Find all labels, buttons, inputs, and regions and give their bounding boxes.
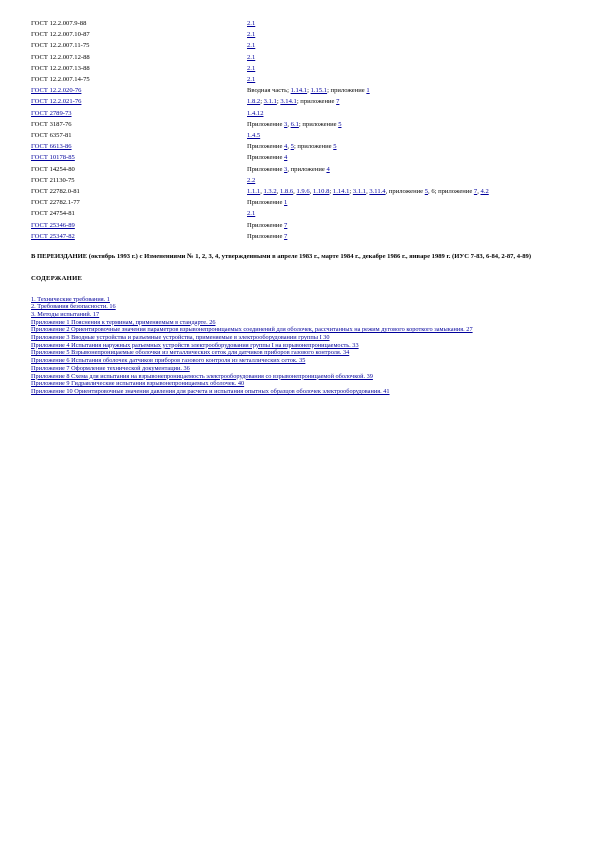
clause-link[interactable]: 2.1	[247, 76, 256, 84]
toc-link[interactable]: Приложение 4 Испытания наружных разъемных устройств электрооборудования группы I на взрывонепроницаемость. 33	[31, 341, 359, 349]
reference-row	[31, 232, 571, 243]
clause-link[interactable]: 7	[336, 98, 340, 106]
reference-row	[31, 97, 571, 108]
clause-text: , приложение	[287, 165, 327, 173]
reference-document	[31, 97, 247, 108]
clause-link[interactable]: 2.1	[247, 42, 256, 50]
reference-row	[31, 165, 571, 176]
reference-document	[31, 153, 247, 164]
reference-clauses	[247, 53, 571, 64]
clause-link[interactable]: 1.10.8	[312, 188, 330, 196]
toc-link[interactable]: 3. Методы испытаний. 17	[31, 310, 100, 318]
reference-document-link[interactable]: ГОСТ 25347-82	[31, 232, 75, 240]
clause-text: , 6; приложение	[428, 188, 474, 196]
reference-document	[31, 30, 247, 41]
clause-text: ,	[287, 143, 291, 151]
clause-link[interactable]: 7	[284, 232, 288, 240]
reference-document	[31, 131, 247, 142]
reference-document-label: ГОСТ 24754-81	[31, 210, 75, 218]
clause-link[interactable]: 1.8.2	[247, 98, 261, 106]
reference-row	[31, 19, 571, 30]
reference-document-label: ГОСТ 12.2.007.12-88	[31, 53, 90, 61]
clause-link[interactable]: 3.11.4	[369, 188, 386, 196]
clause-text: Приложение	[247, 143, 285, 151]
clause-link[interactable]: 1.14.1	[290, 87, 308, 95]
reference-document-label: ГОСТ 22782.0-81	[31, 188, 80, 196]
reference-clauses	[247, 109, 571, 120]
reference-document-label: ГОСТ 12.2.007.9-88	[31, 20, 87, 27]
reference-document	[31, 198, 247, 209]
reference-row	[31, 209, 571, 220]
clause-link[interactable]: 2.1	[247, 20, 256, 27]
reissue-note: В ПЕРЕИЗДАНИЕ (октябрь 1993 г.) с Изменениями № 1, 2, 3, 4, утвержденными в апреле 1983 г., марте 1984 г., декабре 1986 г., январе 1989 г. (ИУС 7-83, 6-84, 2-87, 4-89)	[31, 253, 532, 261]
reference-clauses	[247, 209, 571, 220]
reference-row	[31, 131, 571, 142]
clause-text: ; приложение	[327, 87, 367, 95]
reference-clauses	[247, 153, 571, 164]
reference-clauses	[247, 97, 571, 108]
clause-text: Приложение	[247, 120, 285, 128]
reference-document	[31, 19, 247, 30]
normative-references-table	[31, 19, 571, 243]
reference-row	[31, 187, 571, 198]
toc-link[interactable]: Приложение 9 Гидравлические испытания взрывонепроницаемых оболочек. 40	[31, 380, 245, 388]
reference-document	[31, 86, 247, 97]
toc-link[interactable]: 2. Требования безопасности. 16	[31, 303, 116, 311]
reference-document	[31, 120, 247, 131]
reference-row	[31, 30, 571, 41]
clause-link[interactable]: 1	[366, 87, 370, 95]
reference-document-link[interactable]: ГОСТ 12.2.020-76	[31, 87, 82, 95]
clause-text: ,	[309, 188, 313, 196]
clause-link[interactable]: 1.3.2	[263, 188, 277, 196]
clause-link[interactable]: 5	[424, 188, 429, 196]
reference-document	[31, 64, 247, 75]
reference-row	[31, 75, 571, 86]
clause-text: Приложение	[247, 165, 285, 173]
clause-text: ,	[276, 188, 280, 196]
clause-link[interactable]: 4	[284, 143, 288, 151]
reference-document-label: ГОСТ 22782.1-77	[31, 199, 80, 207]
reference-document-link[interactable]: ГОСТ 10178-85	[31, 154, 75, 162]
clause-text: ; приложение	[293, 143, 334, 151]
table-of-contents	[31, 296, 551, 396]
reference-document	[31, 109, 247, 120]
clause-link[interactable]: 2.2	[247, 176, 256, 184]
reference-clauses	[247, 120, 571, 131]
clause-link[interactable]: 3.14.1	[280, 98, 297, 106]
reference-document-label: ГОСТ 12.2.007.13-88	[31, 64, 90, 72]
clause-text: Приложение	[247, 199, 285, 207]
clause-text: ; приложение	[298, 120, 339, 128]
reference-clauses	[247, 221, 571, 232]
reference-clauses	[247, 19, 571, 30]
reference-clauses	[247, 187, 571, 198]
clause-link[interactable]: 6.1	[290, 120, 299, 128]
clause-link[interactable]: 5	[338, 120, 342, 128]
clause-link[interactable]: 2.1	[247, 210, 256, 218]
reference-row	[31, 41, 571, 52]
toc-link[interactable]: Приложение 5 Взрывонепроницаемые оболочки из металлических сеток для датчиков приборов газового контроля. 34	[31, 349, 350, 357]
reference-clauses	[247, 75, 571, 86]
toc-link[interactable]: Приложение 10 Ориентировочные значения давления для расчета и испытания опытных образцов оболочек электрооборудования. 41	[31, 388, 390, 395]
clause-text: ,	[287, 120, 291, 128]
toc-link[interactable]: Приложение 6 Испытания оболочек датчиков приборов газового контроля из металлических сеток. 35	[31, 357, 306, 365]
reference-clauses	[247, 41, 571, 52]
reference-row	[31, 221, 571, 232]
clause-link[interactable]: 3	[284, 165, 288, 173]
reference-document-label: ГОСТ 12.2.007.11-75	[31, 42, 90, 50]
toc-link[interactable]: Приложение 2 Ориентировочные значения параметров взрывонепроницаемых соединений для оболочек, рассчитанных на режим дугового короткого замыкания. 27	[31, 326, 473, 334]
clause-text: ,	[366, 188, 370, 196]
normative-references-body	[31, 19, 571, 243]
clause-text: ,	[477, 188, 481, 196]
reference-document	[31, 232, 247, 243]
reference-row	[31, 176, 571, 187]
reference-document-label: ГОСТ 12.2.007.14-75	[31, 76, 90, 84]
clause-text: ; приложение	[296, 98, 337, 106]
reference-clauses	[247, 232, 571, 243]
clause-text: ;	[307, 87, 311, 95]
clause-text: Приложение	[247, 154, 285, 162]
reference-document-label: ГОСТ 14254-80	[31, 165, 75, 173]
reference-document	[31, 187, 247, 198]
clause-link[interactable]: 5	[290, 143, 294, 151]
reference-document	[31, 209, 247, 220]
reference-row	[31, 120, 571, 131]
clause-link[interactable]: 4.2	[480, 188, 489, 196]
reference-row	[31, 53, 571, 64]
reference-row	[31, 153, 571, 164]
toc-link[interactable]: Приложение 7 Оформление технической документации. 36	[31, 364, 190, 372]
clause-link[interactable]: 1.14.1	[332, 188, 350, 196]
toc-link[interactable]: 1. Технические требования. 1	[31, 295, 110, 303]
clause-text: Приложение	[247, 221, 285, 229]
toc-link[interactable]: Приложение 8 Схема для испытания на взрывонепроницаемость электрооборудования со взрывонепроницаемой оболочкой. 39	[31, 372, 373, 380]
clause-link[interactable]: 3	[284, 120, 288, 128]
clause-link[interactable]: 1.1.1	[247, 188, 261, 196]
clause-text: Вводная часть;	[247, 87, 291, 95]
clause-link[interactable]: 7	[284, 221, 288, 229]
clause-text: Приложение	[247, 232, 285, 240]
reference-document-label: ГОСТ 3187-76	[31, 120, 72, 128]
reference-row	[31, 64, 571, 75]
clause-text: ,	[293, 188, 297, 196]
reference-clauses	[247, 198, 571, 209]
clause-link[interactable]: 1.9.6	[296, 188, 310, 196]
reference-clauses	[247, 165, 571, 176]
reference-row	[31, 109, 571, 120]
reference-document	[31, 41, 247, 52]
reference-clauses	[247, 64, 571, 75]
reference-document	[31, 142, 247, 153]
clause-link[interactable]: 2.1	[247, 31, 256, 39]
clause-text: ;	[349, 188, 353, 196]
reference-document-link[interactable]: ГОСТ 6613-86	[31, 143, 72, 151]
clause-link[interactable]: 1	[284, 199, 288, 207]
reference-document	[31, 176, 247, 187]
clause-link[interactable]: 2.1	[247, 64, 256, 72]
reference-document-label: ГОСТ 6357-81	[31, 132, 72, 140]
reference-clauses	[247, 30, 571, 41]
reference-document	[31, 75, 247, 86]
reference-document	[31, 221, 247, 232]
clause-link[interactable]: 1.4.5	[247, 132, 261, 140]
reference-document	[31, 53, 247, 64]
clause-link[interactable]: 3.1.1	[263, 98, 277, 106]
clause-text: ;	[260, 98, 264, 106]
clause-text: ;	[276, 98, 281, 106]
clause-link[interactable]: 1.4.12	[247, 109, 264, 117]
reference-document-link[interactable]: ГОСТ 25346-89	[31, 221, 75, 229]
reference-clauses	[247, 176, 571, 187]
reference-row	[31, 142, 571, 153]
reference-document-label: ГОСТ 21130-75	[31, 176, 75, 184]
clause-link[interactable]: 1.15.1	[310, 87, 328, 95]
reference-document-link[interactable]: ГОСТ 2789-73	[31, 109, 72, 117]
clause-text: ;	[329, 188, 333, 196]
reference-document	[31, 165, 247, 176]
reference-clauses	[247, 131, 571, 142]
reference-document-label: ГОСТ 12.2.007.10-87	[31, 31, 90, 39]
reference-row	[31, 198, 571, 209]
toc-link[interactable]: Приложение 1 Пояснения к терминам, применяемым в стандарте. 26	[31, 318, 216, 326]
clause-text: ,	[260, 188, 264, 196]
clause-link[interactable]: 4	[326, 165, 330, 173]
clause-link[interactable]: 4	[284, 154, 288, 162]
toc-link[interactable]: Приложение 3 Вводные устройства и разъемные устройства, применяемые в электрооборудовании группы I 30	[31, 334, 330, 342]
toc-heading: СОДЕРЖАНИЕ	[31, 274, 83, 282]
reference-clauses	[247, 86, 571, 97]
clause-link[interactable]: 2.1	[247, 53, 256, 61]
clause-link[interactable]: 3.1.1	[352, 188, 367, 196]
clause-text: , приложение	[385, 188, 425, 196]
clause-link[interactable]: 7	[473, 188, 478, 196]
reference-document-link[interactable]: ГОСТ 12.2.021-76	[31, 98, 82, 106]
reference-row	[31, 86, 571, 97]
clause-link[interactable]: 1.8.6	[279, 188, 294, 196]
reference-clauses	[247, 142, 571, 153]
document-page	[31, 19, 571, 396]
clause-link[interactable]: 5	[333, 143, 337, 151]
